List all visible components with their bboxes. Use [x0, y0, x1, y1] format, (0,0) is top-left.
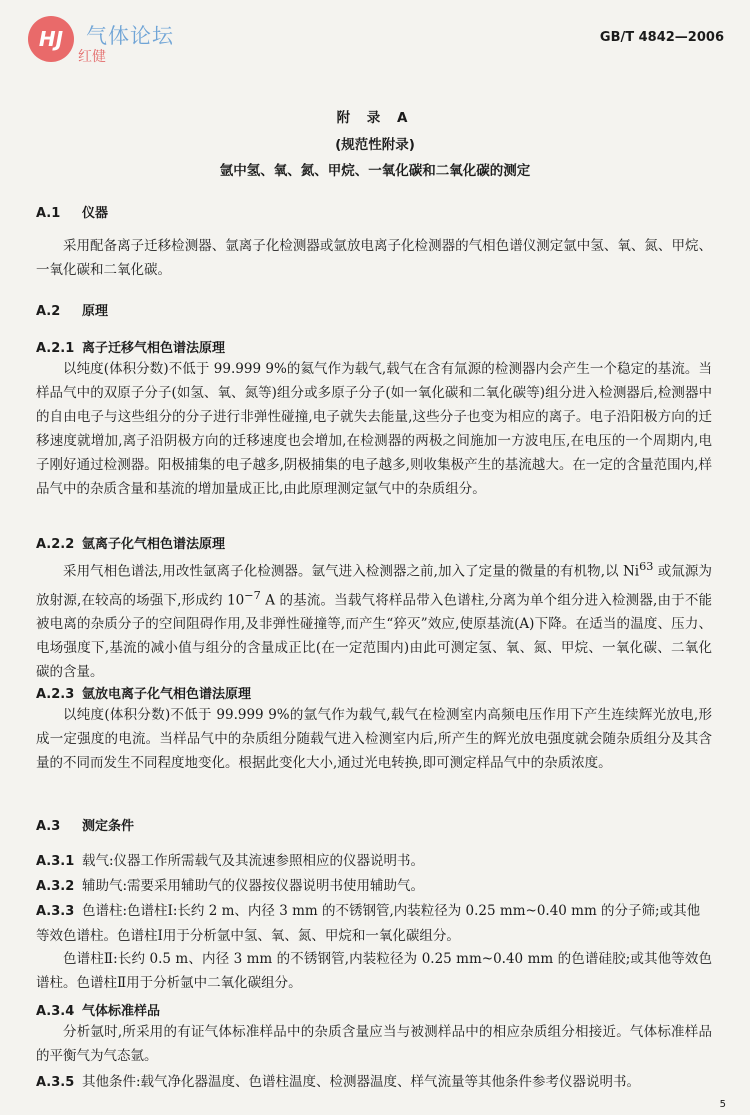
superscript: −7: [244, 588, 261, 602]
heading-a3: [36, 815, 134, 834]
item-number: A.3.3: [36, 904, 75, 919]
heading-title: 氩放电离子化气相色谱法原理: [82, 687, 252, 702]
paragraph-a22: [36, 555, 712, 684]
item-text: 色谱柱:色谱柱Ⅰ:长约 2 m、内径 3 mm 的不锈钢管,内装粒径为 0.25 mm~0.40 mm 的分子筛;或其他等效色谱柱。色谱柱Ⅰ用于分析氩中氢、氧、氮、甲烷和一氧化碳组分。: [36, 903, 701, 944]
item-number: A.3.2: [36, 879, 75, 894]
heading-number: A.3: [36, 819, 61, 834]
heading-number: A.2: [36, 304, 61, 319]
text-run: 或氚源为放射源,在较高的场强下,形成约 10: [36, 563, 713, 608]
heading-a23: [36, 683, 251, 702]
heading-a22: [36, 533, 225, 552]
heading-number: A.2.2: [36, 537, 75, 552]
paragraph-a21: 以纯度(体积分数)不低于 99.999 9%的氦气作为载气,载气在含有氚源的检测器内会产生一个稳定的基流。当样品气中的双原子分子(如氢、氧、氮等)组分或多原子分子(如一氧化碳和二氧化碳等)组分进入检测器后,检测器中的自由电子与这些组分的分子进行非弹性碰撞,电子就失去能量,这些分子也变为相应的离子。电子沿阳极方向的迁移速度就增加,离子沿阴极方向的迁移速度也会增加,在检测器的两极之间施加一方波电压,在电压的一个周期内,电子刚好通过检测器。阳极捕集的电子越多,阴极捕集的电子越多,则收集极产生的基流越大。在一定的含量范围内,样品气中的杂质含量和基流的增加量成正比,由此原理测定氩气中的杂质组分。: [36, 361, 712, 497]
item-a31: [36, 849, 712, 874]
paragraph-a34: 分析氩时,所采用的有证气体标准样品中的杂质含量应当与被测样品中的相应杂质组分相接近。气体标准样品的平衡气为气态氩。: [36, 1024, 712, 1064]
superscript: 63: [639, 560, 654, 573]
paragraph-a23: 以纯度(体积分数)不低于 99.999 9%的氩气作为载气,载气在检测室内高频电压作用下产生连续辉光放电,形成一定强度的电流。当样品气中的杂质组分随载气进入检测室内后,所产生的辉光放电强度就会随杂质组分及其含量的不同而发生不同程度地变化。根据此变化大小,通过光电转换,即可测定样品气中的杂质浓度。: [36, 707, 712, 771]
heading-title: 仪器: [82, 206, 109, 221]
standard-number: GB/T 4842—2006: [599, 30, 724, 45]
heading-number: A.1: [36, 206, 61, 221]
watermark-logo: [24, 8, 214, 68]
item-a32: [36, 874, 712, 899]
item-number: A.3.5: [36, 1075, 75, 1090]
item-a35: [36, 1070, 712, 1095]
paragraph-a33-column2: 色谱柱Ⅱ:长约 0.5 m、内径 3 mm 的不锈钢管,内装粒径为 0.25 mm~0.40 mm 的色谱硅胶;或其他等效色谱柱。色谱柱Ⅱ用于分析氩中二氧化碳组分。: [36, 951, 712, 991]
heading-title: 原理: [82, 304, 109, 319]
text-run: A 的基流。当载气将样品带入色谱柱,分离为单个组分进入检测器,由于不能被电离的杂质分子的空间阻碍作用,及非弹性碰撞等,而产生“猝灭”效应,使原基流(A)下降。在适当的温度、压力、电场强度下,基流的减小值与组分的含量成正比(在一定范围内)由此可测定氢、氧、氮、甲烷、一氧化碳、二氧化碳的含量。: [36, 592, 712, 680]
text-run: 采用气相色谱法,用改性氩离子化检测器。氩气进入检测器之前,加入了定量的微量的有机物,以 Ni: [63, 563, 640, 580]
heading-number: A.2.1: [36, 341, 75, 356]
item-text: 载气:仪器工作所需载气及其流速参照相应的仪器说明书。: [82, 853, 425, 869]
heading-a2: [36, 300, 108, 319]
heading-a34: [36, 1000, 160, 1019]
heading-number: A.2.3: [36, 687, 75, 702]
item-text: 辅助气:需要采用辅助气的仪器按仪器说明书使用辅助气。: [82, 878, 425, 894]
logo-badge-icon: [28, 16, 74, 62]
heading-a21: [36, 337, 225, 356]
heading-title: 气体标准样品: [82, 1004, 161, 1019]
item-a33: [36, 899, 712, 948]
paragraph-a1: 采用配备离子迁移检测器、氩离子化检测器或氩放电离子化检测器的气相色谱仪测定氩中氢、氧、氮、甲烷、一氧化碳和二氧化碳。: [36, 238, 712, 278]
heading-number: A.3.4: [36, 1004, 75, 1019]
logo-name: 气体论坛: [86, 24, 174, 48]
annex-type: (规范性附录): [335, 137, 415, 153]
annex-title: 附 录 A: [336, 110, 414, 126]
annex-name: 氩中氢、氧、氮、甲烷、一氧化碳和二氧化碳的测定: [219, 163, 531, 179]
logo-badge-letters: HJ: [38, 27, 64, 51]
heading-a1: [36, 202, 108, 221]
heading-title: 测定条件: [82, 819, 135, 834]
page-number: 5: [719, 1099, 726, 1110]
heading-title: 离子迁移气相色谱法原理: [82, 341, 226, 356]
heading-title: 氩离子化气相色谱法原理: [82, 537, 226, 552]
item-text: 其他条件:载气净化器温度、色谱柱温度、检测器温度、样气流量等其他条件参考仪器说明书。: [82, 1074, 641, 1090]
logo-sub: 红健: [78, 49, 106, 65]
item-number: A.3.1: [36, 854, 75, 869]
